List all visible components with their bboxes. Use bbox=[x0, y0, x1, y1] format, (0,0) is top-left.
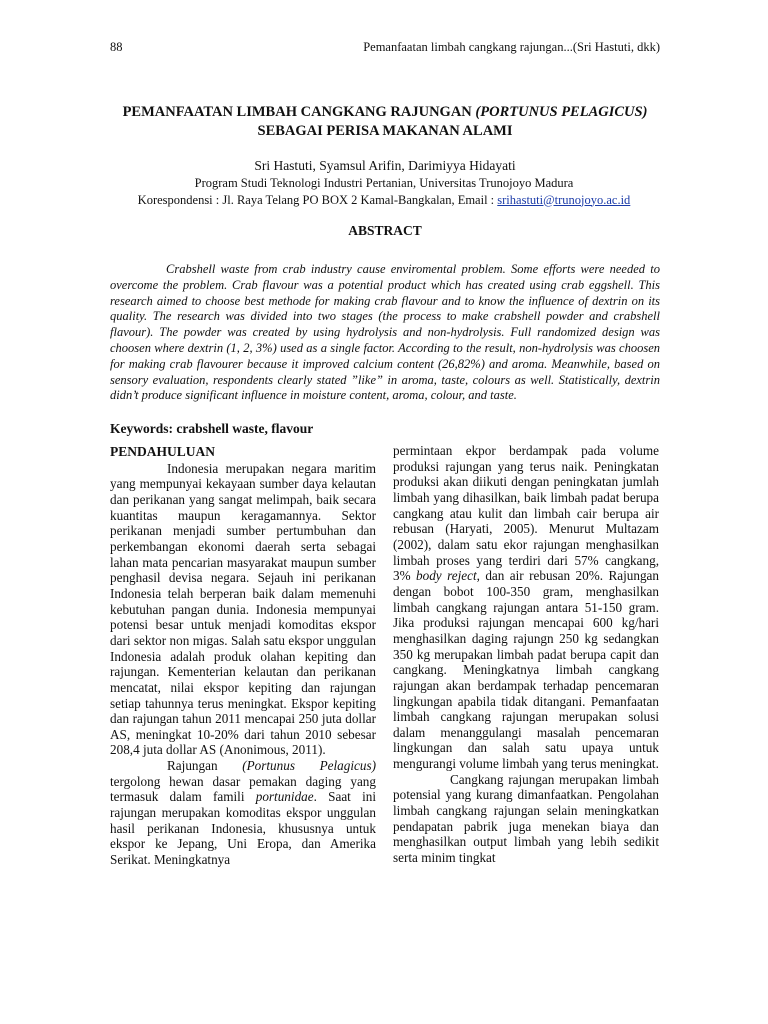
left-column bbox=[110, 444, 376, 914]
p2-text-b: tergolong hewan dasar pemakan daging yang termasuk dalam famili bbox=[110, 773, 376, 805]
intro-paragraph-3 bbox=[393, 443, 659, 772]
right-column bbox=[393, 443, 659, 913]
paper-title bbox=[110, 103, 660, 141]
correspondence bbox=[80, 192, 688, 209]
abstract-heading: ABSTRACT bbox=[348, 223, 422, 238]
p2-italic-species: (Portunus Pelagicus) bbox=[242, 758, 376, 774]
intro-paragraph-2 bbox=[110, 758, 376, 868]
keywords: Keywords: crabshell waste, flavour bbox=[110, 421, 314, 436]
correspondence-text: Korespondensi : Jl. Raya Telang PO BOX 2 Kamal-Bangkalan, Email : bbox=[137, 192, 498, 207]
author-list: Sri Hastuti, Syamsul Arifin, Darimiyya Hidayati bbox=[254, 158, 516, 173]
page-number: 88 bbox=[110, 40, 123, 54]
title-prefix: PEMANFAATAN LIMBAH CANGKANG RAJUNGAN bbox=[122, 104, 476, 120]
running-header bbox=[110, 40, 660, 55]
p2-italic-family: portunidae bbox=[255, 789, 314, 805]
title-suffix: SEBAGAI PERISA MAKANAN ALAMI bbox=[257, 123, 513, 139]
email-link[interactable]: srihastuti@trunojoyo.ac.id bbox=[497, 192, 631, 207]
abstract-body bbox=[110, 262, 660, 404]
p3-text-a: permintaan ekpor berdampak pada volume produksi rajungan yang terus naik. Peningkatan produksi akan diikuti dengan peningkatan jumlah limbah yang dihasilkan, baik limbah padat berupa cangkang atau kulit dan limbah cair berupa air rebusan (Haryati, 2005). Menurut Multazam (2002), dalam satu ekor rajungan menghasilkan limbah proses yang terdiri dari 57% cangkang, 3% bbox=[393, 443, 659, 584]
intro-paragraph-4: Cangkang rajungan merupakan limbah potensial yang kurang dimanfaatkan. Pengolahan limbah cangkang rajungan selain meningkatkan pendapatan pabrik juga menekan biaya dan menghasilkan output limbah yang lebih sedikit serta minim tingkat bbox=[393, 771, 659, 866]
p3-italic: body reject bbox=[416, 568, 477, 584]
p2-text-c: . Saat ini rajungan merupakan komoditas ekspor unggulan hasil perikanan Indonesia, khususnya untuk ekspor ke Jepang, Uni Eropa, dan Amerika Serikat. Meningkatnya bbox=[110, 789, 376, 868]
running-title: Pemanfaatan limbah cangkang rajungan...(Sri Hastuti, dkk) bbox=[363, 40, 660, 54]
affiliation: Program Studi Teknologi Industri Pertanian, Universitas Trunojoyo Madura bbox=[194, 176, 574, 190]
intro-paragraph-1: Indonesia merupakan negara maritim yang mempunyai kekayaan sumber daya kelautan dan perikanan yang sangat melimpah, baik secara kuantitas maupun keragamannya. Sektor perikanan menjadi sumber pertumbuhan dan perkembangan ekonomi daerah serta sebagai lahan mata pencarian masyarakat maupun sumber penghasil devisa negara. Sejauh ini perikanan Indonesia telah berperan baik dalam memenuhi kebutuhan pangan dunia. Indonesia mempunyai potensi besar untuk menjadi komoditas ekspor dari sektor non migas. Salah satu ekspor unggulan Indonesia adalah produk olahan kepiting dan rajungan. Kementerian kelautan dan perikanan mencatat, nilai ekspor kepiting dan rajungan setiap tahunnya terus meningkat. Ekspor kepiting dan rajungan tahun 2011 mencapai 250 juta dollar AS, meningkat 10-20% dari tahun 2010 sebesar 208,4 juta dollar AS (Anonimous, 2011). bbox=[110, 460, 376, 758]
section-heading: PENDAHULUAN bbox=[110, 444, 216, 459]
p2-text-a: Rajungan bbox=[167, 758, 243, 774]
title-italic: (PORTUNUS PELAGICUS) bbox=[475, 104, 648, 120]
p3-text-b: , dan air rebusan 20%. Rajungan dengan bobot 100-350 gram, menghasilkan limbah cangkang rajungan antara 51-150 gram. Jika produksi rajungan mencapai 600 kg/hari menghasilkan daging rajungn 250 kg sedangkan 350 kg merupakan limbah padat berupa capit dan cangkang. Meningkatnya limbah cangkang rajungan akan berdampak terhadap pencemaran lingkungan apabila tidak ditangani. Pemanfaatan limbah cangkang rajungan merupakan solusi dalam menanggulangi masalah pencemaran lingkungan dan salah satu upaya untuk mengurangi volume limbah yang terus meningkat. bbox=[393, 568, 659, 772]
affiliation-block bbox=[80, 175, 688, 208]
abstract-text: Crabshell waste from crab industry cause enviromental problem. Some efforts were needed to overcome the problem. Crab flavour was a potential product which has created using crab eggshell. This research aimed to choose best methode for making crab flavour and to know the influence of dextrin on its quality. The research was divided into two stages (the process to make crabshell powder and crabshell flavour). The powder was created by using hydrolysis and non-hydrolysis. Full randomized design was choosen where dextrin (1, 2, 3%) used as a single factor. According to the result, non-hydrolysis was choosen for making crab flavourer because it improved calcium content (26,82%) and aroma. Meanwhile, based on sensory evaluation, respondents clearly stated ”like” in aroma, taste, colours as well. Statistically, dextrin didn’t produce significant influence in moisture content, aroma, colour, and taste. bbox=[110, 262, 660, 403]
